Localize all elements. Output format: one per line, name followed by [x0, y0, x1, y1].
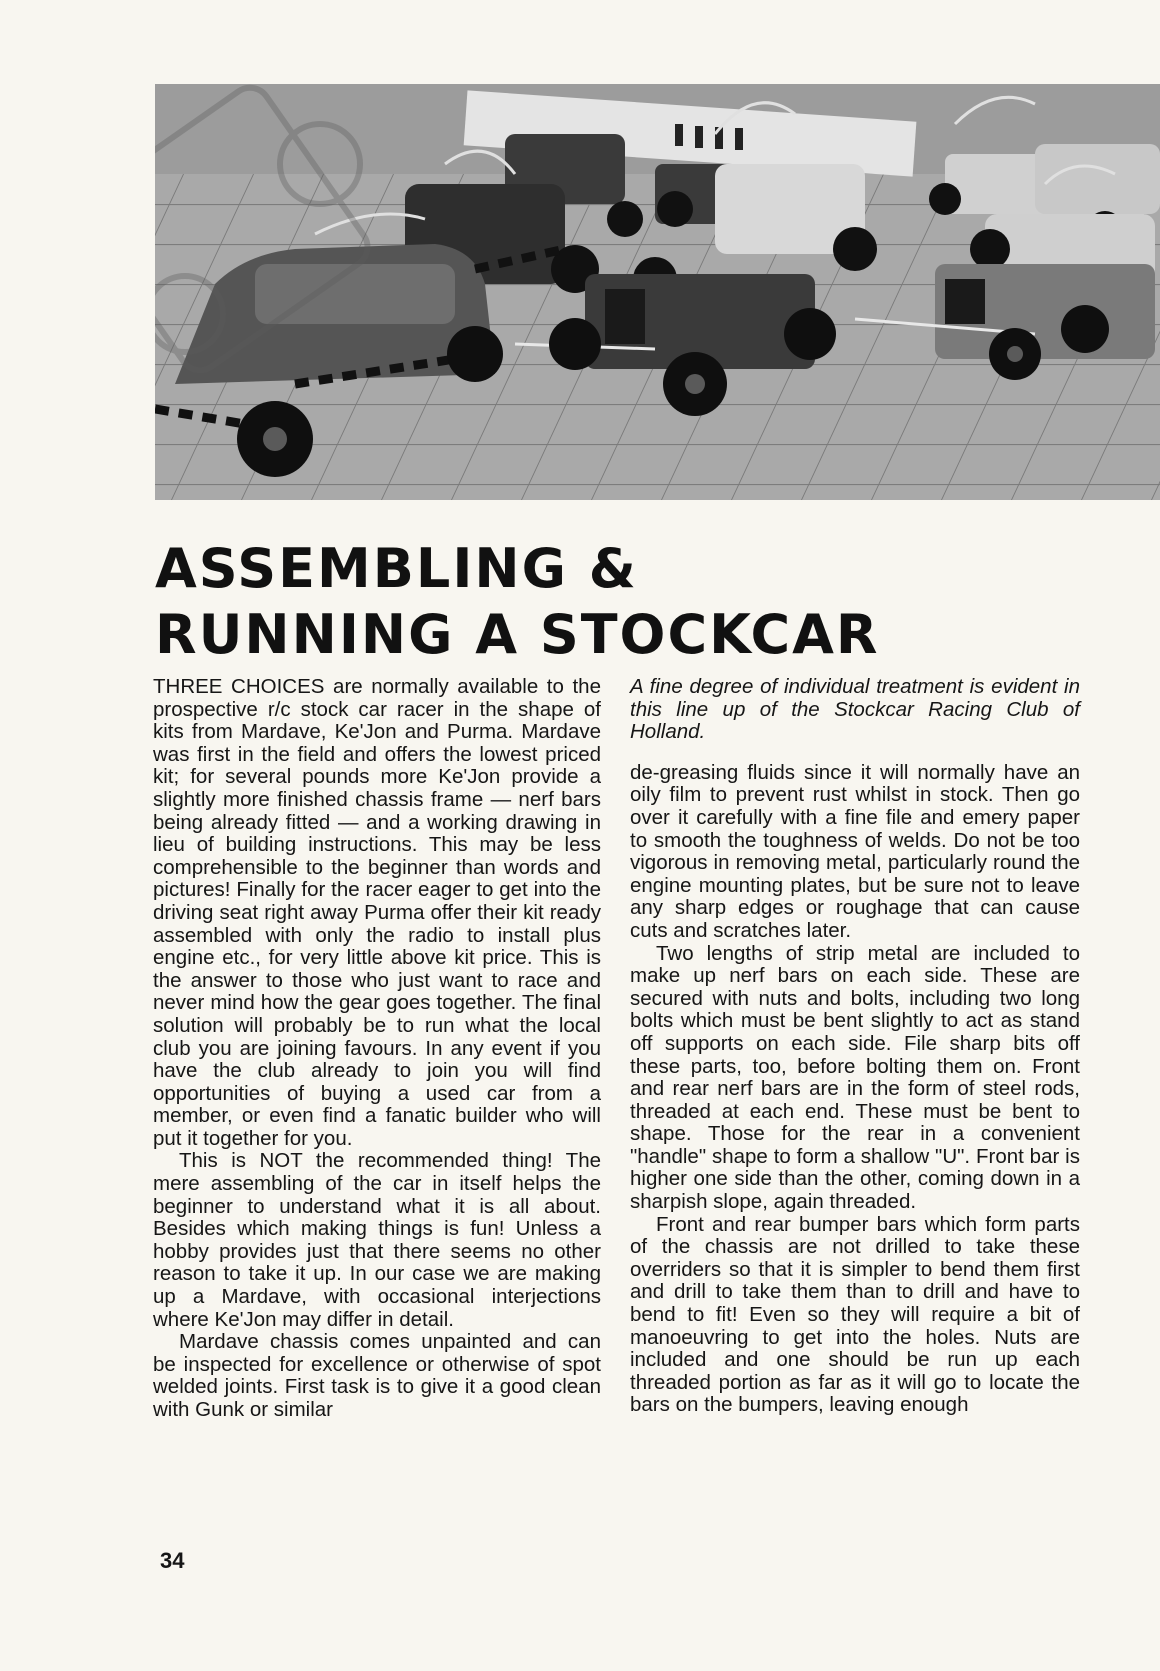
photo-caption: A fine degree of individual treatment is evident in this line up of the Stockcar Racing Club of Holland. — [630, 675, 1080, 744]
left-column — [153, 676, 601, 1422]
body-paragraph: Two lengths of strip metal are included to make up nerf bars on each side. These are secured with nuts and bolts, including two long bolts which must be bent slightly to act as stand off supports on each side. File sharp bits off these parts, too, before bolting them on. Front and rear nerf bars are in the form of steel rods, threaded at each end. These must be bent to shape. Those for the rear in a convenient "handle" shape to form a shallow "U". Front bar is higher one side than the other, coming down in a sharpish slope, again threaded. — [630, 941, 1080, 1214]
photo-illustration — [155, 84, 1160, 500]
headline-line-1: ASSEMBLING & — [155, 537, 638, 600]
body-paragraph: Front and rear bumper bars which form parts of the chassis are not drilled to take these overriders so that it is simpler to bend them first and drill to take them than to drill and have to bend to fit! Even so they will require a bit of manoeuvring to get into the holes. Nuts are included and one should be run up each threaded portion as far as it will go to locate the bars on the bumpers, leaving enough — [630, 1212, 1080, 1417]
page-number: 34 — [160, 1548, 185, 1573]
article-headline — [155, 536, 1155, 668]
body-paragraph: THREE CHOICES are normally available to the prospective r/c stock car racer in the shape of kits from Mardave, Ke'Jon and Purma. Mardave was first in the field and offers the lowest priced kit; for several pounds more Ke'Jon provide a slightly more finished chassis frame — nerf bars being already fitted — and a working drawing in lieu of building instructions. This may be less comprehensible to the beginner than words and pictures! Finally for the racer eager to get into the driving seat right away Purma offer their kit ready assembled with only the radio to install plus engine etc., for very little above kit price. This is the answer to those who just want to race and never mind how the gear goes together. The final solution will probably be to run what the local club you are joining favours. In any event if you have the club already to join you will find opportunities of buying a used car from a member, or even find a fanatic builder who will put it together for you. — [153, 675, 601, 1150]
body-paragraph: Mardave chassis comes unpainted and can be inspected for excellence or otherwise of spot welded joints. First task is to give it a good clean with Gunk or similar — [153, 1330, 601, 1421]
headline-line-2: RUNNING A STOCKCAR — [155, 603, 880, 666]
body-paragraph: de-greasing fluids since it will normally have an oily film to prevent rust whilst in stock. Then go over it carefully with a fine file and emery paper to smooth the toughness of welds. Do not be too vigorous in removing metal, particularly round the engine mounting plates, but be sure not to leave any sharp edges or roughage that can cause cuts and scratches later. — [630, 760, 1080, 942]
stockcar-lineup-photo — [155, 84, 1160, 500]
body-paragraph: This is NOT the recommended thing! The mere assembling of the car in itself helps the beginner to understand what it is all about. Besides which making things is fun! Unless a hobby provides just that there seems no other reason to take it up. In our case we are making up a Mardave, with occasional interjections where Ke'Jon may differ in detail. — [153, 1149, 601, 1331]
right-column — [630, 676, 1080, 1417]
